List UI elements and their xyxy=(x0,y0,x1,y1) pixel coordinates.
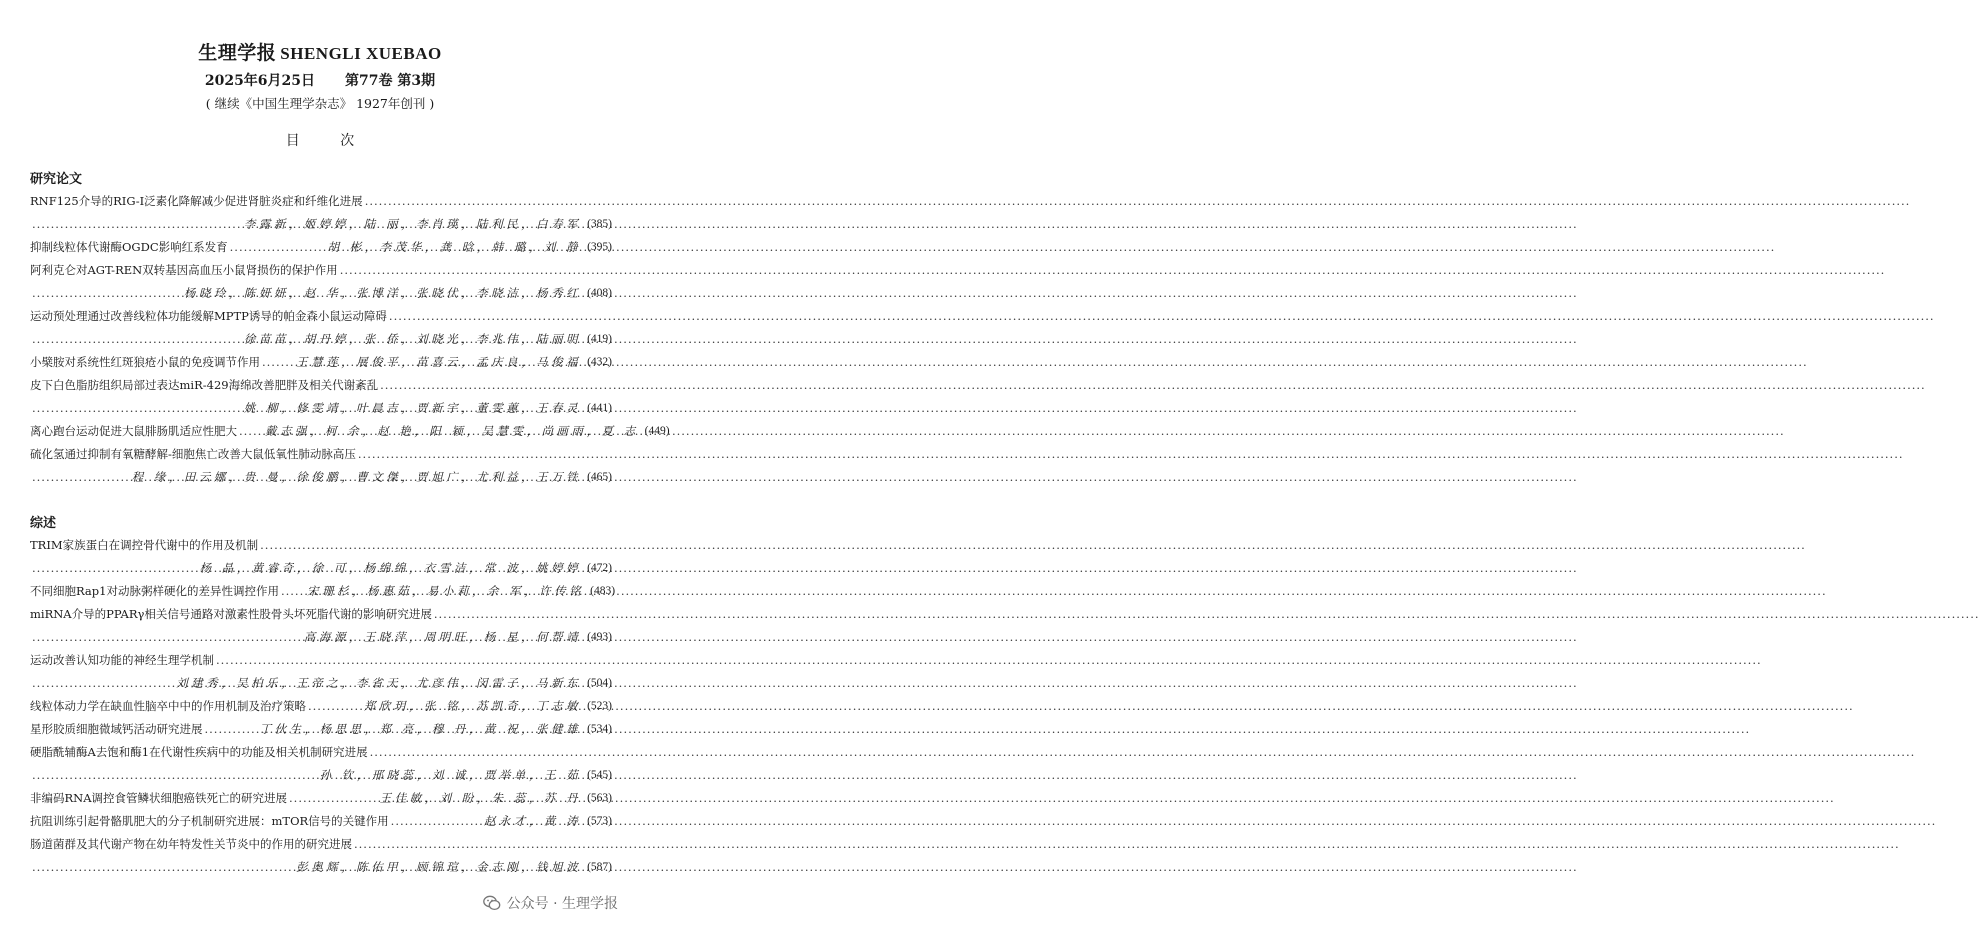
entry-authors: 彭奥辉，陈佑甲，顾锦瑄，金志刚，钱旭波 xyxy=(296,859,582,874)
leader-dots xyxy=(358,447,610,461)
entry-title-line xyxy=(30,258,612,281)
entry-title-line xyxy=(30,740,612,763)
entry-title-line xyxy=(30,602,612,625)
entry-page: (545) xyxy=(587,768,612,781)
entry-authors: 王佳敏，刘 盼，朱 蕊，苏 丹 xyxy=(379,790,582,805)
toc-entry[interactable] xyxy=(30,258,612,304)
leader-dots xyxy=(32,676,170,690)
entry-author-line xyxy=(30,855,612,878)
leader-dots xyxy=(308,699,358,713)
toc-entry[interactable] xyxy=(30,579,616,602)
leader-dots xyxy=(289,791,374,805)
entry-author-line xyxy=(30,556,612,579)
leader-dots xyxy=(216,653,610,667)
entry-author-line xyxy=(30,625,612,648)
entry-title: 运动预处理通过改善线粒体功能缓解MPTP诱导的帕金森小鼠运动障碍 xyxy=(30,308,387,323)
leader-dots xyxy=(32,286,178,300)
issue-date: 2025年6月25日 xyxy=(204,73,316,89)
entry-title-line xyxy=(30,189,612,212)
entry-title: 运动改善认知功能的神经生理学机制 xyxy=(30,652,214,667)
watermark xyxy=(483,893,618,913)
entry-title: 硬脂酰辅酶A去饱和酶1在代谢性疾病中的功能及相关机制研究进展 xyxy=(30,744,368,759)
leader-dots xyxy=(32,401,238,415)
toc-entry[interactable] xyxy=(30,740,612,786)
toc-entry[interactable] xyxy=(30,373,612,419)
entry-authors: 姚 柳，修雯靖，叶晨吉，贾新宇，董雯蕙，王春灵 xyxy=(243,400,582,415)
wechat-icon xyxy=(483,895,501,911)
leader-dots xyxy=(262,355,290,369)
entry-page: (385) xyxy=(587,217,612,230)
entry-title: 抑制线粒体代谢酶OGDC影响红系发育 xyxy=(30,239,228,254)
entry-authors: 郑欣玥，张 铭，苏凯奇，丁志敏 xyxy=(363,698,582,713)
leader-dots xyxy=(434,607,610,621)
leader-dots xyxy=(32,860,290,874)
volume-issue: 第77卷 第3期 xyxy=(345,73,436,89)
leader-dots xyxy=(32,561,194,575)
entry-page: (432) xyxy=(587,355,612,368)
entry-title: 小檗胺对系统性红斑狼疮小鼠的免疫调节作用 xyxy=(30,354,260,369)
entry-authors: 杨晓玲，陈妍妍，赵 华，张博洋，张晓伏，李晓洁，杨秀红 xyxy=(183,285,582,300)
entry-page: (534) xyxy=(587,722,612,735)
entry-author-line xyxy=(30,671,612,694)
leader-dots xyxy=(239,424,259,438)
entry-title-line xyxy=(30,832,612,855)
entry-author-line xyxy=(30,763,612,786)
entry-title: RNF125介导的RIG-I泛素化降解减少促进肾脏炎症和纤维化进展 xyxy=(30,193,363,208)
entry-author-line xyxy=(30,327,612,350)
entry-line xyxy=(30,350,612,373)
entry-title-line xyxy=(30,373,612,396)
entry-page: (472) xyxy=(587,561,612,574)
entry-line xyxy=(30,235,612,258)
entry-page: (395) xyxy=(587,240,612,253)
entry-title: 硫化氢通过抑制有氧糖酵解-细胞焦亡改善大鼠低氧性肺动脉高压 xyxy=(30,446,356,461)
toc-entry[interactable] xyxy=(30,419,670,442)
entry-line xyxy=(30,809,612,832)
entry-authors: 戴志强，柯 余，赵 艳，阳 颖，吴慧雯，尚画雨，夏 志 xyxy=(265,423,639,438)
entry-authors: 徐苗苗，胡丹婷，张 侨，刘晓光，李兆伟，陆丽明 xyxy=(243,331,582,346)
leader-dots xyxy=(32,470,126,484)
toc-entry[interactable] xyxy=(30,442,612,488)
entry-title-line xyxy=(30,648,612,671)
entry-authors: 胡 彬，李茂华，龚 晗，韩 璐，刘 静 xyxy=(327,239,582,254)
toc-entry[interactable] xyxy=(30,648,612,694)
toc-entry[interactable] xyxy=(30,786,612,809)
toc-heading: 目 次 xyxy=(285,133,373,149)
entry-page: (483) xyxy=(590,584,616,597)
entry-title: 皮下白色脂肪组织局部过表达miR-429海绵改善肥胖及相关代谢紊乱 xyxy=(30,377,379,392)
entry-authors: 李露新，姬婷婷，陆 丽，李肖瑛，陆利民，白寿军 xyxy=(243,216,582,231)
leader-dots xyxy=(230,240,322,254)
journal-title xyxy=(0,38,640,65)
toc-entry[interactable] xyxy=(30,694,612,717)
journal-title-en: SHENGLI XUEBAO xyxy=(280,44,442,63)
leader-dots xyxy=(380,378,610,392)
entry-authors: 王慧莲，展俊平，苗喜云，孟庆良，马俊福 xyxy=(296,354,582,369)
entry-author-line xyxy=(30,281,612,304)
toc-entry[interactable] xyxy=(30,304,612,350)
entry-author-line xyxy=(30,212,612,235)
toc-entry[interactable] xyxy=(30,832,612,878)
entry-page: (465) xyxy=(587,470,612,483)
toc-entry[interactable] xyxy=(30,189,612,235)
entry-page: (573) xyxy=(587,814,612,827)
entry-page: (504) xyxy=(587,676,612,689)
entry-page: (563) xyxy=(587,791,612,804)
entry-author-line xyxy=(30,396,612,419)
leader-dots xyxy=(32,630,298,644)
leader-dots xyxy=(32,217,238,231)
entry-authors: 宋珊杉，杨惠茹，易小莉，余 军，许传铭 xyxy=(306,583,585,598)
entry-title: miRNA介导的PPARγ相关信号通路对激素性股骨头坏死脂代谢的影响研究进展 xyxy=(30,606,432,621)
entry-page: (449) xyxy=(644,424,670,437)
entry-page: (523) xyxy=(587,699,612,712)
entry-title: 星形胶质细胞微域钙活动研究进展 xyxy=(30,721,203,736)
entry-line xyxy=(30,717,612,740)
entry-title-line xyxy=(30,442,612,465)
toc-entry[interactable] xyxy=(30,235,612,258)
entry-page: (419) xyxy=(587,332,612,345)
entry-title: 非编码RNA调控食管鳞状细胞癌铁死亡的研究进展 xyxy=(30,790,288,805)
entry-line xyxy=(30,579,616,602)
leader-dots xyxy=(32,332,238,346)
leader-dots xyxy=(205,722,254,736)
entry-line xyxy=(30,694,612,717)
toc-entry[interactable] xyxy=(30,533,612,579)
entry-authors: 高海源，王晓萍，周明旺，杨 星，何帮靖 xyxy=(303,629,582,644)
section-heading: 综述 xyxy=(30,516,57,531)
entry-title-line xyxy=(30,533,612,556)
toc-entry[interactable] xyxy=(30,717,612,740)
entry-page: (587) xyxy=(587,860,612,873)
toc-entry[interactable] xyxy=(30,602,612,648)
entry-page: (441) xyxy=(587,401,612,414)
entry-line xyxy=(30,786,612,809)
leader-dots xyxy=(365,194,610,208)
watermark-text: 公众号 · 生理学报 xyxy=(506,896,618,912)
issue-line xyxy=(0,70,640,90)
entry-title: 肠道菌群及其代谢产物在幼年特发性关节炎中的作用的研究进展 xyxy=(30,836,352,851)
entry-authors: 赵永才，黄 涛 xyxy=(483,813,582,828)
entry-page: (408) xyxy=(587,286,612,299)
entry-title: 阿利克仑对AGT-REN双转基因高血压小鼠肾损伤的保护作用 xyxy=(30,262,338,277)
leader-dots xyxy=(260,538,610,552)
entry-line xyxy=(30,419,670,442)
leader-dots xyxy=(32,768,314,782)
toc-entry[interactable] xyxy=(30,350,612,373)
leader-dots xyxy=(281,584,301,598)
leader-dots xyxy=(370,745,610,759)
leader-dots xyxy=(389,309,610,323)
entry-authors: 丁伙生，杨思思，郑 亮，穆 丹，黄 祝，张健雄 xyxy=(259,721,582,736)
entry-authors: 杨 晶，黄睿奇，徐 可，杨绵绵，衣雪洁，常 波，姚婷婷 xyxy=(199,560,582,575)
entry-title: 抗阻训练引起骨骼肌肥大的分子机制研究进展：mTOR信号的关键作用 xyxy=(30,813,389,828)
entry-title-line xyxy=(30,304,612,327)
leader-dots xyxy=(391,814,478,828)
entry-authors: 程 缘，田云娜，贵 曼，徐俊鹏，曹文傑，贾旭广，尤利益，王万铁 xyxy=(131,469,582,484)
entry-authors: 刘建秀，吴柏乐，王帝之，李省天，尤彦伟，闵雷子，马新东 xyxy=(176,675,582,690)
entry-title: 不同细胞Rap1对动脉粥样硬化的差异性调控作用 xyxy=(30,583,279,598)
toc-page xyxy=(0,0,670,929)
entry-page: (493) xyxy=(587,630,612,643)
entry-authors: 孙 钦，邢晓蕊，刘 诚，贾举单，王 茹 xyxy=(319,767,582,782)
section-heading: 研究论文 xyxy=(30,172,83,187)
toc-entry[interactable] xyxy=(30,809,612,832)
founded-note: ( 继续《中国生理学杂志》 1927年创刊 ) xyxy=(205,96,435,111)
journal-title-cn: 生理学报 xyxy=(198,42,277,64)
leader-dots xyxy=(340,263,610,277)
leader-dots xyxy=(354,837,610,851)
entry-title: 线粒体动力学在缺血性脑卒中中的作用机制及治疗策略 xyxy=(30,698,306,713)
entry-author-line xyxy=(30,465,612,488)
entry-title: 离心跑台运动促进大鼠腓肠肌适应性肥大 xyxy=(30,423,237,438)
entry-title: TRIM家族蛋白在调控骨代谢中的作用及机制 xyxy=(30,537,259,552)
